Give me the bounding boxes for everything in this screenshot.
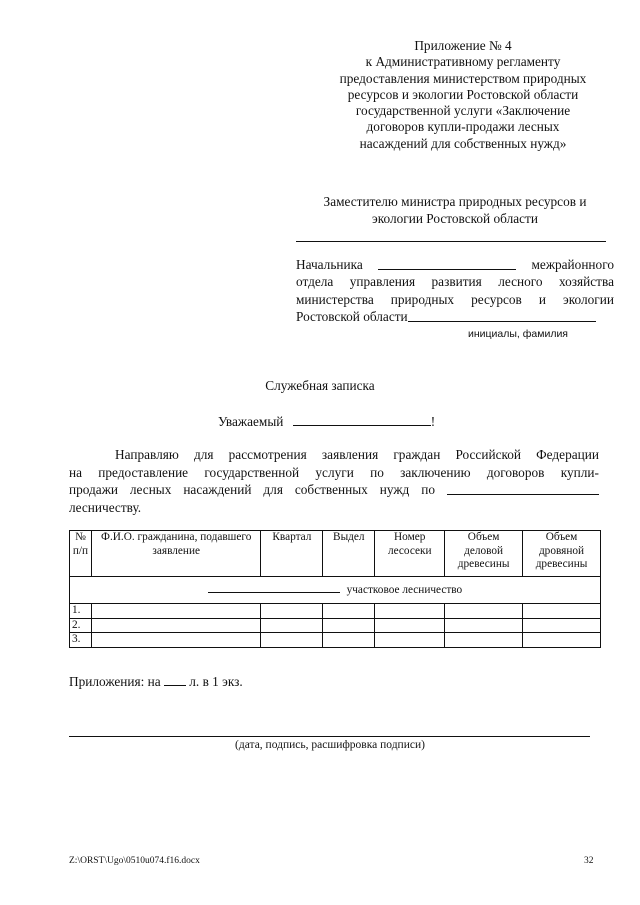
sender-line-4	[296, 308, 614, 325]
col-header-vydel: Выдел	[323, 531, 375, 577]
table-cell	[375, 633, 445, 648]
table-cell	[375, 618, 445, 633]
table-cell	[91, 633, 260, 648]
page-number: 32	[584, 856, 594, 866]
sender-line-2: отдела управления развития лесного хозяйства	[296, 274, 614, 290]
table-header-row	[70, 531, 601, 577]
row-number: 2.	[70, 618, 92, 633]
table-section-row	[70, 577, 601, 604]
section-label: участковое лесничество	[346, 584, 463, 597]
sender-word: Начальника	[296, 257, 363, 272]
row-number: 1.	[70, 604, 92, 619]
body-line-3	[69, 481, 599, 499]
sender-name-blank	[378, 256, 516, 270]
table-cell	[323, 633, 375, 648]
col-header-delovoy: Объем деловой древесины	[445, 531, 523, 577]
applications-table	[69, 530, 601, 648]
sender-block	[296, 256, 614, 325]
appendix-line: ресурсов и экологии Ростовской области	[347, 86, 579, 102]
section-forestry-blank	[208, 582, 340, 593]
body-word: государственной	[204, 464, 300, 480]
col-header-drovyanoy: Объем дровяной древесины	[523, 531, 601, 577]
appendix-line: государственной услуги «Заключение	[355, 103, 571, 119]
body-word: собственных	[294, 482, 368, 497]
table-row	[70, 633, 601, 648]
body-word: услуги	[315, 464, 354, 480]
col-header-kvartal: Квартал	[261, 531, 323, 577]
sender-initials-blank	[408, 308, 596, 322]
table-cell	[323, 618, 375, 633]
row-number: 3.	[70, 633, 92, 648]
signature-line	[69, 736, 590, 737]
col-header-number: № п/п	[70, 531, 92, 577]
greeting-suffix: !	[430, 414, 436, 429]
body-word: Федерации	[536, 447, 599, 462]
body-word: Направляю	[115, 447, 179, 462]
body-word: Российской	[455, 447, 522, 462]
table-cell	[375, 604, 445, 619]
body-word: граждан	[393, 447, 441, 462]
greeting-name-blank	[293, 412, 431, 426]
body-word: по	[370, 464, 384, 480]
table-cell	[323, 604, 375, 619]
table-cell	[445, 633, 523, 648]
body-word: продажи	[69, 482, 118, 497]
body-word: предоставление	[98, 464, 189, 480]
memo-title: Служебная записка	[265, 378, 375, 393]
addressee-line: Заместителю министра природных ресурсов и	[323, 194, 587, 209]
attachments-prefix: Приложения: на	[69, 674, 161, 689]
body-line-4: лесничеству.	[69, 499, 142, 515]
table-cell	[91, 604, 260, 619]
sender-line-3: министерства природных ресурсов и экологии	[296, 291, 614, 307]
greeting	[218, 412, 435, 430]
body-word: по	[421, 482, 435, 497]
appendix-line: к Административному регламенту	[365, 54, 561, 70]
body-line-2	[69, 464, 599, 482]
attachments-count-blank	[164, 672, 186, 686]
table-row	[70, 618, 601, 633]
signature-caption: (дата, подпись, расшифровка подписи)	[235, 739, 425, 751]
appendix-line: насаждений для собственных нужд»	[359, 135, 567, 151]
body-word: заключению	[400, 464, 471, 480]
attachments-suffix: л. в 1 экз.	[189, 674, 243, 689]
greeting-prefix: Уважаемый	[218, 414, 284, 429]
table-cell	[445, 618, 523, 633]
body-word: для	[193, 447, 214, 462]
table-cell	[261, 618, 323, 633]
col-header-fio: Ф.И.О. гражданина, подавшего заявление	[91, 531, 260, 577]
addressee-block	[296, 193, 614, 227]
initials-caption: инициалы, фамилия	[468, 328, 568, 340]
body-word: насаждений	[183, 482, 252, 497]
appendix-line: Приложение № 4	[414, 38, 512, 53]
body-word: купли-	[560, 464, 599, 480]
table-cell	[261, 633, 323, 648]
table-cell	[91, 618, 260, 633]
table-row	[70, 604, 601, 619]
sender-line-1	[296, 256, 614, 273]
col-header-lesoseka: Номер лесосеки	[375, 531, 445, 577]
forestry-name-blank	[447, 481, 599, 495]
table-cell	[261, 604, 323, 619]
body-word: договоров	[486, 464, 545, 480]
body-word: на	[69, 464, 83, 480]
attachments-line	[69, 672, 243, 690]
body-word: нужд	[379, 482, 410, 497]
memo-body	[69, 446, 599, 516]
addressee-name-blank	[296, 241, 606, 242]
table-cell	[445, 604, 523, 619]
body-word: рассмотрения	[228, 447, 307, 462]
sender-word: межрайонного	[531, 257, 614, 272]
body-word: для	[263, 482, 283, 497]
appendix-line: предоставления министерством природных	[339, 70, 587, 86]
table-cell	[523, 618, 601, 633]
appendix-header	[318, 38, 608, 152]
appendix-line: договоров купли-продажи лесных	[366, 119, 560, 135]
footer-file-path: Z:\ORST\Ugo\0510u074.f16.docx	[69, 856, 200, 866]
sender-word: Ростовской области	[296, 308, 408, 324]
body-word: заявления	[321, 447, 379, 462]
section-cell	[70, 577, 601, 604]
table-cell	[523, 604, 601, 619]
body-line-1	[69, 446, 599, 464]
addressee-line: экологии Ростовской области	[372, 211, 538, 226]
body-word: лесных	[129, 482, 172, 497]
table-cell	[523, 633, 601, 648]
